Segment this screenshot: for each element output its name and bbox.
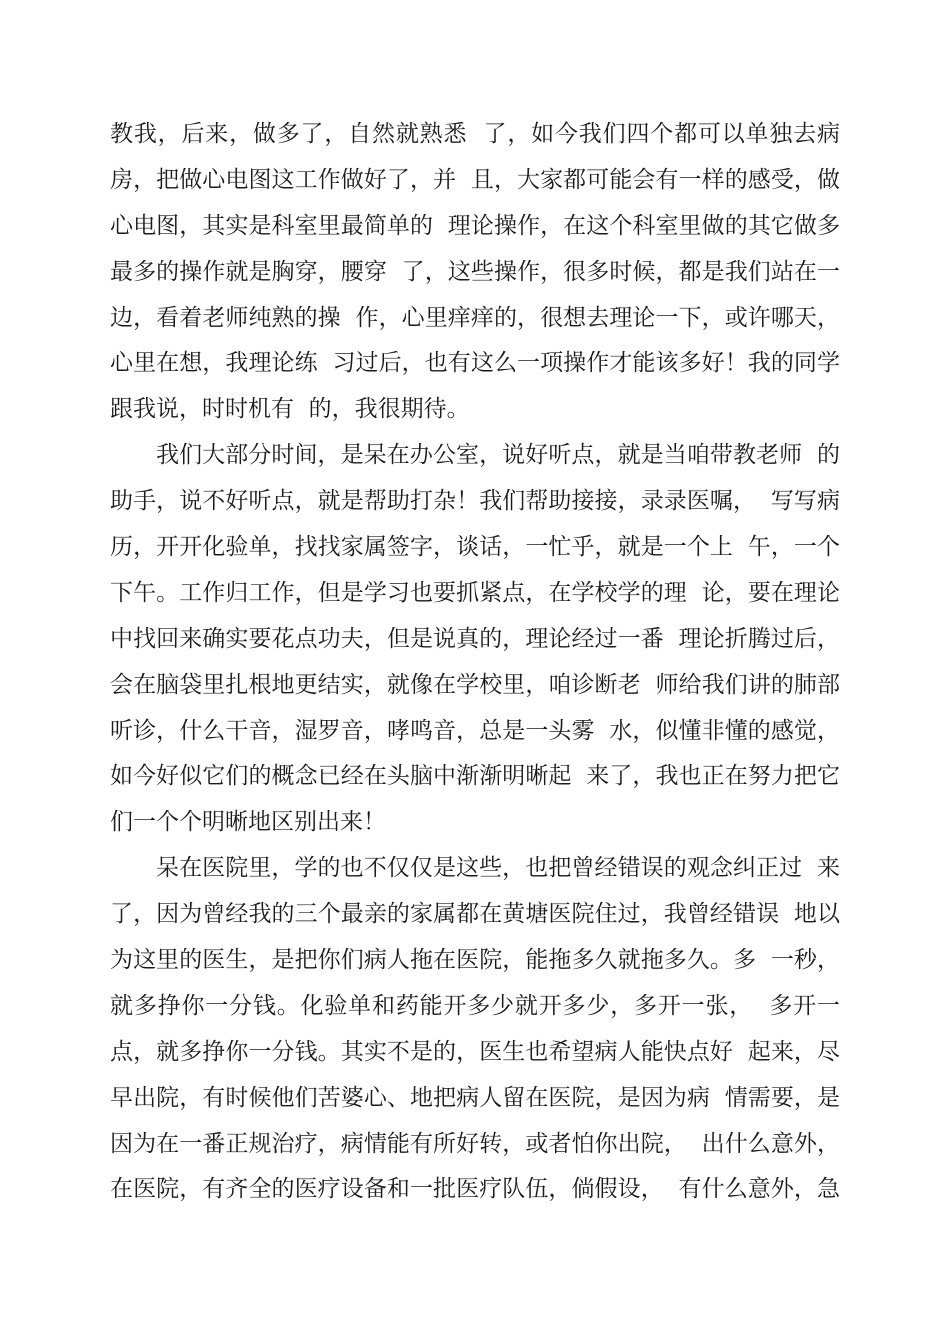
text-line: 如今好似它们的概念已经在头脑中渐渐明晰起 来了，我也正在努力把它 <box>110 763 840 790</box>
text-line: 中找回来确实要花点功夫，但是说真的，理论经过一番 理论折腾过后， <box>110 625 840 652</box>
text-line: 历，开开化验单，找找家属签字，谈话，一忙乎，就是一个上 午，一个 <box>110 534 840 561</box>
text-line: 跟我说，时时机有 的，我很期待。 <box>110 396 470 423</box>
paragraph-3 <box>110 846 840 1213</box>
text-line: 最多的操作就是胸穿，腰穿 了，这些操作，很多时候，都是我们站在一 <box>110 258 840 285</box>
text-line: 在医院，有齐全的医疗设备和一批医疗队伍，倘假设， 有什么意外，急 <box>110 1176 840 1203</box>
paragraph-2 <box>110 433 840 846</box>
text-line: 下午。工作归工作，但是学习也要抓紧点，在学校学的理 论，要在理论 <box>110 579 840 606</box>
text-line: 早出院，有时候他们苦婆心、地把病人留在医院，是因为病 情需要，是 <box>110 1084 840 1111</box>
text-line: 教我，后来，做多了，自然就熟悉 了，如今我们四个都可以单独去病 <box>110 121 840 147</box>
text-line: 心电图，其实是科室里最简单的 理论操作，在这个科室里做的其它做多 <box>110 212 840 239</box>
text-line: 因为在一番正规治疗，病情能有所好转，或者怕你出院， 出什么意外， <box>110 1130 840 1157</box>
text-line: 心里在想，我理论练 习过后，也有这么一项操作才能该多好！我的同学 <box>110 350 840 377</box>
body-text <box>110 112 840 1213</box>
text-line: 房，把做心电图这工作做好了，并 且，大家都可能会有一样的感受，做 <box>110 166 840 193</box>
text-line: 点，就多挣你一分钱。其实不是的，医生也希望病人能快点好 起来，尽 <box>110 1038 840 1065</box>
text-line: 呆在医院里，学的也不仅仅是这些，也把曾经错误的观念纠正过 来 <box>156 855 840 882</box>
text-line: 了，因为曾经我的三个最亲的家属都在黄塘医院住过，我曾经错误 地以 <box>110 901 840 928</box>
text-line: 们一个个明晰地区别出来！ <box>110 809 386 836</box>
text-line: 为这里的医生，是把你们病人拖在医院，能拖多久就拖多久。多 一秒， <box>110 947 840 974</box>
text-line: 就多挣你一分钱。化验单和药能开多少就开多少，多开一张， 多开一 <box>110 992 840 1019</box>
text-line: 听诊，什么干音，湿罗音，哮鸣音，总是一头雾 水，似懂非懂的感觉， <box>110 717 840 744</box>
text-line: 助手，说不好听点，就是帮助打杂！我们帮助接接，录录医嘱， 写写病 <box>110 488 840 515</box>
paragraph-1 <box>110 112 840 433</box>
text-line: 我们大部分时间，是呆在办公室，说好听点，就是当咱带教老师 的 <box>156 442 840 469</box>
text-line: 会在脑袋里扎根地更结实，就像在学校里，咱诊断老 师给我们讲的肺部 <box>110 671 840 698</box>
text-line: 边，看着老师纯熟的操 作，心里痒痒的，很想去理论一下，或许哪天， <box>110 304 840 331</box>
